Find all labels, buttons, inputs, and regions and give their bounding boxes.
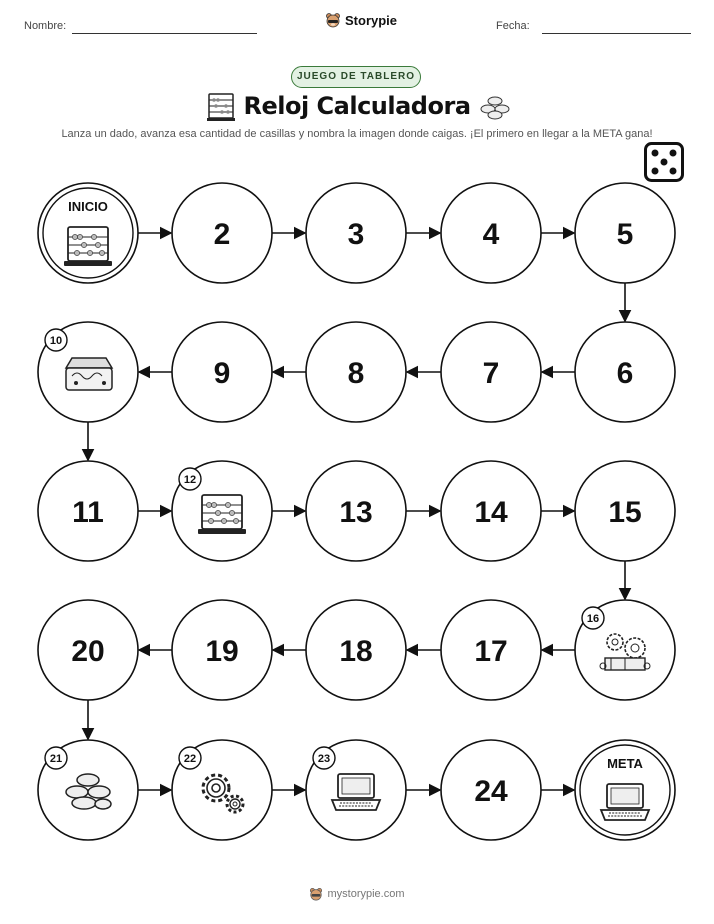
space-number: 22 xyxy=(183,753,197,765)
space-number: 2 xyxy=(213,218,231,251)
board-space-3 xyxy=(306,183,406,283)
start-space xyxy=(38,183,138,283)
board-space-12 xyxy=(172,461,272,561)
brand-name: Storypie xyxy=(345,12,398,28)
board-space-22 xyxy=(172,740,272,840)
space-number: 15 xyxy=(608,496,642,529)
space-number: 23 xyxy=(317,753,331,765)
board-space-23 xyxy=(306,740,406,840)
laptop-icon xyxy=(601,784,649,820)
board-space-7 xyxy=(441,322,541,422)
board-space-2 xyxy=(172,183,272,283)
space-number: 10 xyxy=(49,335,63,347)
board-space-21 xyxy=(38,740,138,840)
footer-url[interactable]: mystorypie.com xyxy=(327,888,405,900)
space-number: 5 xyxy=(616,218,634,251)
board-space-14 xyxy=(441,461,541,561)
board-space-20 xyxy=(38,600,138,700)
space-number: 13 xyxy=(339,496,373,529)
board-space-11 xyxy=(38,461,138,561)
laptop-icon xyxy=(332,774,380,810)
bear-mascot-icon xyxy=(309,887,323,901)
page-title: Reloj Calculadora xyxy=(243,92,471,120)
space-number: 3 xyxy=(347,218,365,251)
space-number: 7 xyxy=(482,357,500,390)
instructions: Lanza un dado, avanza esa cantidad de casillas y nombra la imagen donde caigas. ¡El primero en llegar a la META gana! xyxy=(61,128,653,140)
space-number: 14 xyxy=(474,496,508,529)
space-number: 19 xyxy=(205,635,239,668)
board-space-8 xyxy=(306,322,406,422)
board-space-4 xyxy=(441,183,541,283)
board-space-6 xyxy=(575,322,675,422)
board-space-13 xyxy=(306,461,406,561)
space-number: 9 xyxy=(213,357,231,390)
board-space-16 xyxy=(575,600,675,700)
board-space-9 xyxy=(172,322,272,422)
board-space-19 xyxy=(172,600,272,700)
goal-label: META xyxy=(607,756,643,771)
space-number: 16 xyxy=(586,613,600,625)
date-label: Fecha: xyxy=(496,20,530,32)
board-space-15 xyxy=(575,461,675,561)
space-number: 8 xyxy=(347,357,365,390)
footer xyxy=(0,887,714,901)
space-number: 17 xyxy=(474,635,508,668)
treasure-box-icon xyxy=(66,358,112,390)
space-number: 21 xyxy=(49,753,63,765)
space-number: 20 xyxy=(71,635,105,668)
board-space-17 xyxy=(441,600,541,700)
space-number: 11 xyxy=(72,496,104,529)
space-number: 12 xyxy=(183,474,197,486)
space-number: 4 xyxy=(482,218,500,251)
space-number: 6 xyxy=(616,357,634,390)
board-space-10 xyxy=(38,322,138,422)
space-number: 24 xyxy=(474,775,508,808)
goal-space xyxy=(575,740,675,840)
board-cells xyxy=(38,183,675,840)
board-space-18 xyxy=(306,600,406,700)
space-number: 18 xyxy=(339,635,373,668)
game-type-badge: JUEGO DE TABLERO xyxy=(291,66,421,88)
name-label: Nombre: xyxy=(24,20,67,32)
board-space-5 xyxy=(575,183,675,283)
start-label: INICIO xyxy=(68,199,108,214)
board-space-24 xyxy=(441,740,541,840)
